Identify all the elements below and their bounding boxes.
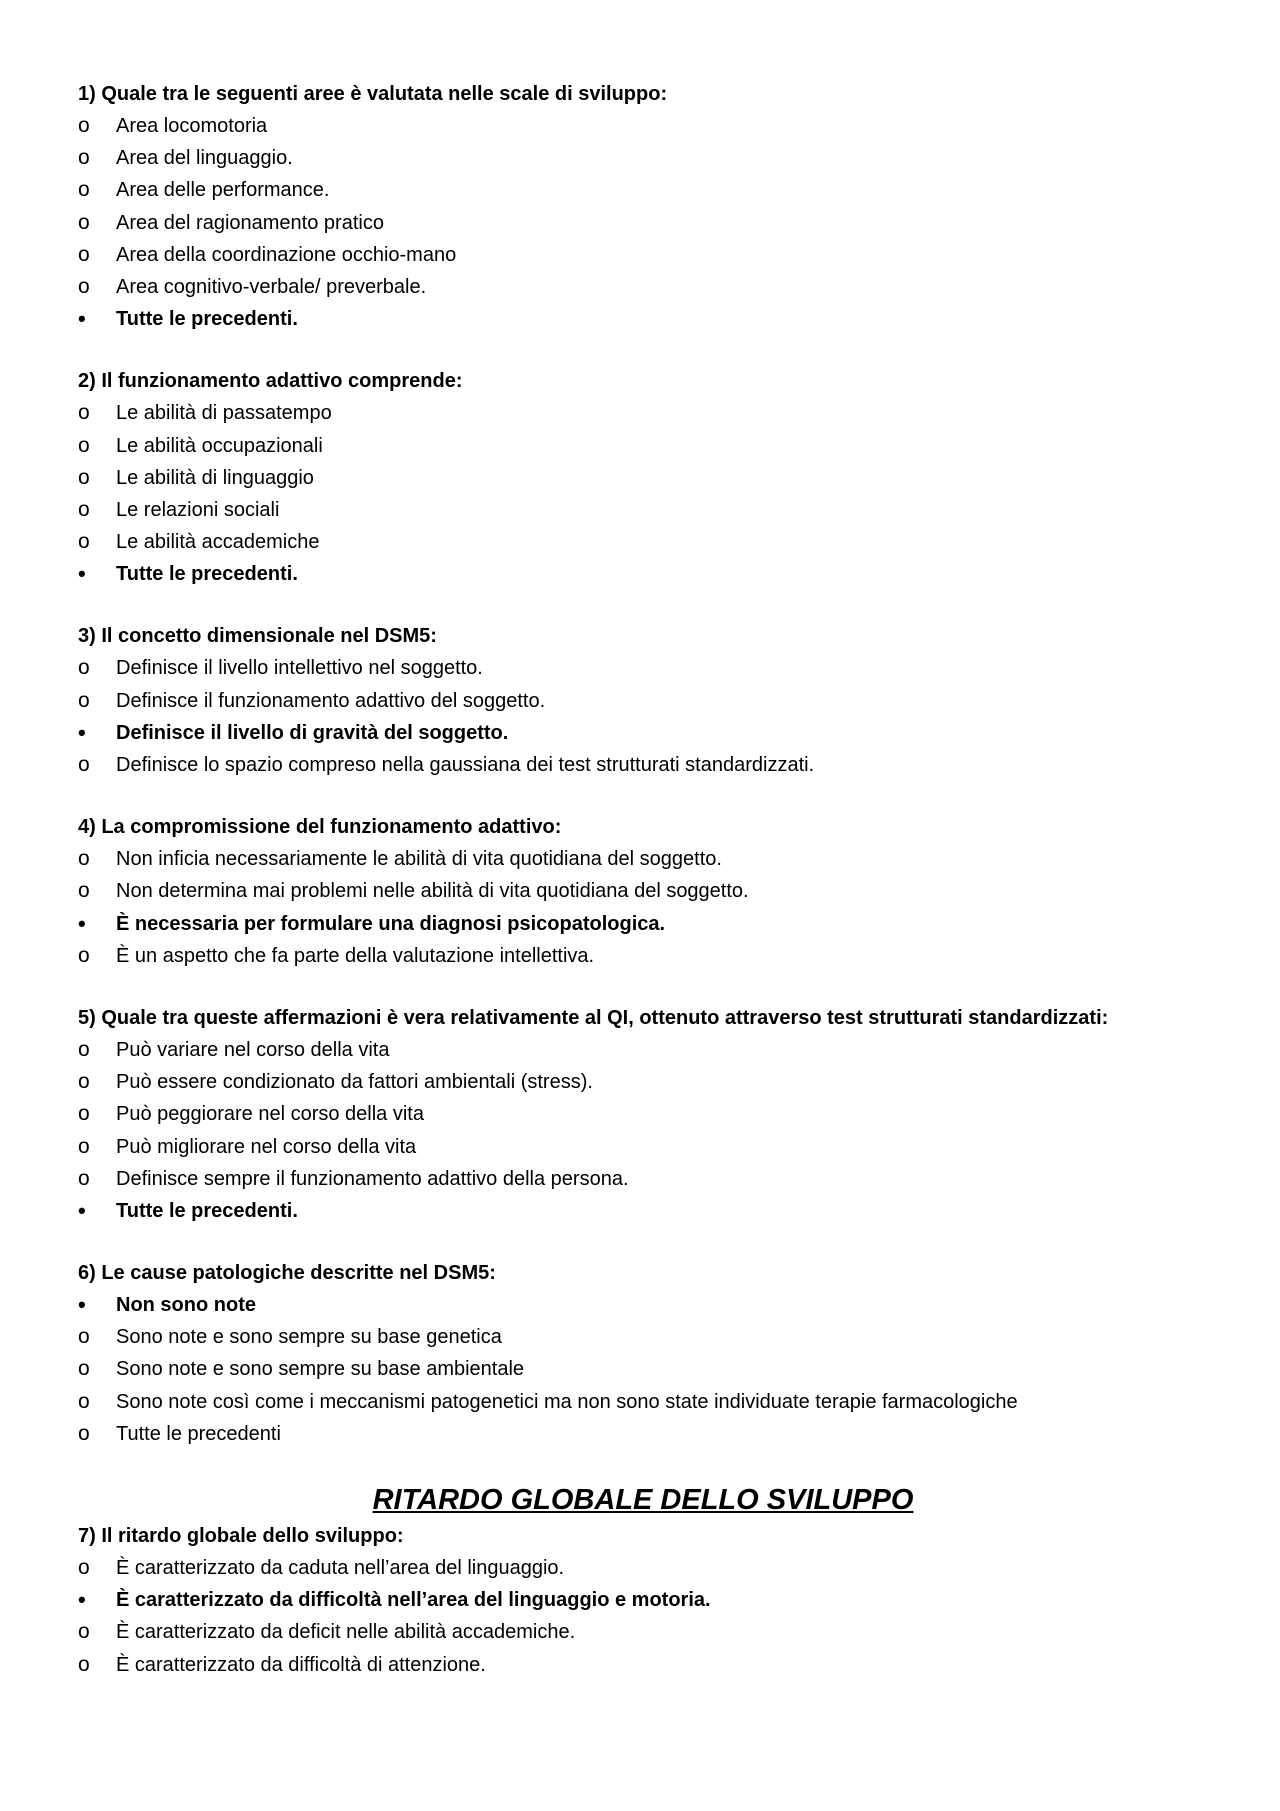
option-text: È caratterizzato da difficoltà di attenzione. xyxy=(116,1653,486,1676)
option-text: Le abilità di linguaggio xyxy=(116,466,314,489)
answer-option xyxy=(78,110,1218,142)
answer-option xyxy=(78,526,1218,558)
bullet-circle-icon: o xyxy=(78,1037,90,1061)
bullet-circle-icon: o xyxy=(78,497,90,521)
question-block xyxy=(78,1520,1218,1681)
answer-option xyxy=(78,1131,1218,1163)
option-text: Può migliorare nel corso della vita xyxy=(116,1135,417,1158)
answer-option xyxy=(78,1034,1218,1066)
option-text: Tutte le precedenti. xyxy=(116,563,298,586)
option-text: È caratterizzato da deficit nelle abilità accademiche. xyxy=(116,1621,576,1644)
answer-option xyxy=(78,1616,1218,1648)
bullet-circle-icon: o xyxy=(78,656,90,680)
bullet-circle-icon: o xyxy=(78,1652,90,1676)
section-question-list xyxy=(78,1520,1218,1681)
bullet-circle-icon: o xyxy=(78,178,90,202)
bullet-circle-icon: o xyxy=(78,879,90,903)
option-text: È necessaria per formulare una diagnosi psicopatologica. xyxy=(116,912,666,935)
section-title: RITARDO GLOBALE DELLO SVILUPPO xyxy=(372,1484,914,1516)
option-text: Tutte le precedenti. xyxy=(116,308,298,331)
correct-answer-option xyxy=(78,717,1218,749)
option-text: Le abilità occupazionali xyxy=(116,434,323,457)
question-block xyxy=(78,1257,1218,1450)
question-title: 2) Il funzionamento adattivo comprende: xyxy=(78,370,463,393)
bullet-circle-icon: o xyxy=(78,465,90,489)
option-text: Tutte le precedenti xyxy=(116,1422,281,1445)
answer-option xyxy=(78,652,1218,684)
bullet-dot-icon: • xyxy=(78,910,86,936)
bullet-circle-icon: o xyxy=(78,1389,90,1413)
question-list xyxy=(78,78,1218,1450)
question-title: 5) Quale tra queste affermazioni è vera relativamente al QI, ottenuto attraverso test strutturati standardizzati: xyxy=(78,1006,1109,1029)
answer-option xyxy=(78,1098,1218,1130)
question-title: 4) La compromissione del funzionamento adattivo: xyxy=(78,816,562,839)
answer-option xyxy=(78,1552,1218,1584)
question-block xyxy=(78,620,1218,781)
answer-option xyxy=(78,239,1218,271)
bullet-circle-icon: o xyxy=(78,1102,90,1126)
option-text: Definisce lo spazio compreso nella gaussiana dei test strutturati standardizzati. xyxy=(116,754,815,776)
option-text: Area locomotoria xyxy=(116,115,268,137)
bullet-circle-icon: o xyxy=(78,210,90,234)
bullet-dot-icon: • xyxy=(78,561,86,587)
option-text: Area della coordinazione occhio-mano xyxy=(116,243,457,266)
bullet-circle-icon: o xyxy=(78,847,90,871)
bullet-circle-icon: o xyxy=(78,401,90,425)
option-text: Non sono note xyxy=(116,1294,256,1317)
option-text: Sono note così come i meccanismi patogenetici ma non sono state individuate terapie farmacologiche xyxy=(116,1390,1018,1413)
bullet-circle-icon: o xyxy=(78,1421,90,1445)
option-text: È un aspetto che fa parte della valutazione intellettiva. xyxy=(116,944,595,967)
answer-option xyxy=(78,940,1218,972)
option-text: Definisce il livello intellettivo nel soggetto. xyxy=(116,657,483,680)
answer-option xyxy=(78,1386,1218,1418)
bullet-circle-icon: o xyxy=(78,114,90,137)
answer-option xyxy=(78,271,1218,303)
answer-option xyxy=(78,494,1218,526)
correct-answer-option xyxy=(78,1195,1218,1227)
bullet-circle-icon: o xyxy=(78,753,90,776)
question-block xyxy=(78,1002,1218,1227)
bullet-circle-icon: o xyxy=(78,1620,90,1644)
option-text: Sono note e sono sempre su base genetica xyxy=(116,1326,502,1349)
answer-option xyxy=(78,843,1218,875)
bullet-circle-icon: o xyxy=(78,1357,90,1381)
bullet-circle-icon: o xyxy=(78,274,90,298)
option-text: Le abilità di passatempo xyxy=(116,402,332,425)
option-text: Area del ragionamento pratico xyxy=(116,211,384,234)
answer-option xyxy=(78,1321,1218,1353)
answer-option xyxy=(78,1353,1218,1385)
bullet-circle-icon: o xyxy=(78,688,90,712)
bullet-dot-icon: • xyxy=(78,1197,86,1223)
option-text: Definisce sempre il funzionamento adattivo della persona. xyxy=(116,1167,629,1190)
option-text: È caratterizzato da difficoltà nell’area del linguaggio e motoria. xyxy=(116,1589,711,1612)
question-block xyxy=(78,365,1218,590)
option-text: Può essere condizionato da fattori ambientali (stress). xyxy=(116,1071,593,1094)
option-text: Definisce il funzionamento adattivo del soggetto. xyxy=(116,689,546,712)
question-block xyxy=(78,78,1218,335)
answer-option xyxy=(78,462,1218,494)
answer-option xyxy=(78,1066,1218,1098)
option-text: Sono note e sono sempre su base ambientale xyxy=(116,1358,525,1381)
question-title: 6) Le cause patologiche descritte nel DSM5: xyxy=(78,1262,496,1285)
correct-answer-option xyxy=(78,1289,1218,1321)
answer-option xyxy=(78,1649,1218,1681)
bullet-circle-icon: o xyxy=(78,1070,90,1094)
answer-option xyxy=(78,875,1218,907)
option-text: Tutte le precedenti. xyxy=(116,1199,298,1222)
bullet-circle-icon: o xyxy=(78,1134,90,1158)
option-text: Non inficia necessariamente le abilità di vita quotidiana del soggetto. xyxy=(116,848,722,871)
question-title: 7) Il ritardo globale dello sviluppo: xyxy=(78,1525,404,1547)
option-text: Le abilità accademiche xyxy=(116,531,320,554)
option-text: Non determina mai problemi nelle abilità di vita quotidiana del soggetto. xyxy=(116,880,749,903)
answer-option xyxy=(78,397,1218,429)
correct-answer-option xyxy=(78,1584,1218,1616)
correct-answer-option xyxy=(78,303,1218,335)
option-text: Definisce il livello di gravità del soggetto. xyxy=(116,721,509,744)
option-text: Le relazioni sociali xyxy=(116,498,280,521)
bullet-dot-icon: • xyxy=(78,1587,86,1613)
correct-answer-option xyxy=(78,908,1218,940)
answer-option xyxy=(78,174,1218,206)
bullet-circle-icon: o xyxy=(78,242,90,266)
question-title: 1) Quale tra le seguenti aree è valutata nelle scale di sviluppo: xyxy=(78,83,668,105)
bullet-circle-icon: o xyxy=(78,530,90,554)
bullet-dot-icon: • xyxy=(78,1292,86,1318)
bullet-dot-icon: • xyxy=(78,306,86,332)
bullet-circle-icon: o xyxy=(78,1325,90,1349)
answer-option xyxy=(78,685,1218,717)
answer-option xyxy=(78,749,1218,781)
question-block xyxy=(78,811,1218,972)
bullet-circle-icon: o xyxy=(78,943,90,967)
option-text: Area delle performance. xyxy=(116,179,330,202)
answer-option xyxy=(78,207,1218,239)
bullet-circle-icon: o xyxy=(78,433,90,457)
bullet-circle-icon: o xyxy=(78,1166,90,1190)
bullet-dot-icon: • xyxy=(78,719,86,745)
option-text: Area del linguaggio. xyxy=(116,147,293,170)
answer-option xyxy=(78,430,1218,462)
document-page xyxy=(78,78,1218,1711)
question-title: 3) Il concetto dimensionale nel DSM5: xyxy=(78,625,437,648)
correct-answer-option xyxy=(78,558,1218,590)
option-text: Può peggiorare nel corso della vita xyxy=(116,1103,424,1126)
option-text: Area cognitivo-verbale/ preverbale. xyxy=(116,275,427,298)
answer-option xyxy=(78,1163,1218,1195)
answer-option xyxy=(78,1418,1218,1450)
bullet-circle-icon: o xyxy=(78,1556,90,1579)
answer-option xyxy=(78,142,1218,174)
option-text: Può variare nel corso della vita xyxy=(116,1038,390,1061)
option-text: È caratterizzato da caduta nell’area del linguaggio. xyxy=(116,1557,565,1579)
bullet-circle-icon: o xyxy=(78,146,90,170)
